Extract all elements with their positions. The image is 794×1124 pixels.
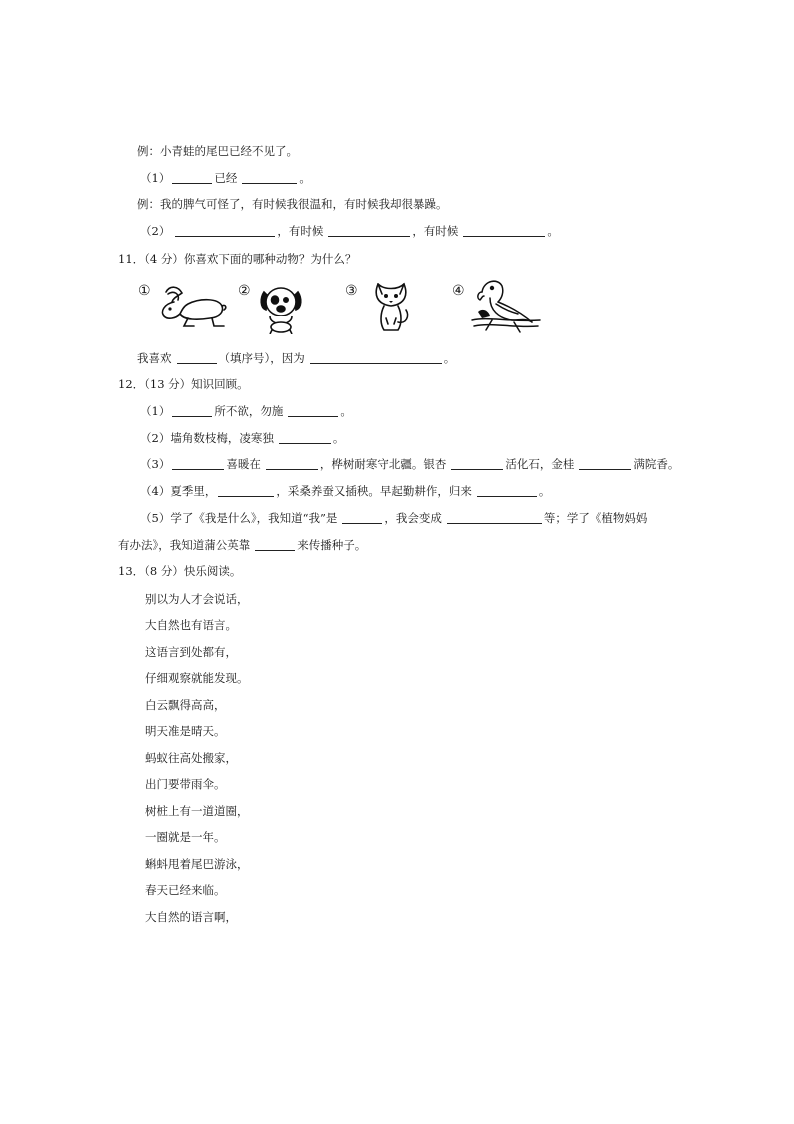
fill-line-12-1: （1） 所不欲，勿施 。 — [140, 404, 352, 418]
poem-line: 大自然也有语言。 — [145, 618, 237, 632]
blank-12-4a[interactable] — [218, 484, 274, 497]
poem-line: 一圈就是一年。 — [145, 830, 226, 844]
fill-line-12-5: （5）学了《我是什么》，我知道“我”是 ，我会变成 等；学了《植物妈妈 — [140, 511, 648, 525]
poem-line: 蚂蚁往高处搬家， — [145, 751, 237, 765]
blank-12-5a[interactable] — [342, 511, 382, 524]
poem-line: 蝌蚪甩着尾巴游泳， — [145, 857, 249, 871]
blank-12-5b[interactable] — [447, 511, 542, 524]
question-11-heading: 11．（4 分）你喜欢下面的哪种动物？为什么？ — [118, 252, 357, 266]
blank-12-3d[interactable] — [579, 457, 631, 470]
blank-11-number[interactable] — [177, 351, 217, 364]
poem-line: 别以为人才会说话， — [145, 592, 249, 606]
fill-line-10-1: （1） 已经 。 — [140, 171, 311, 185]
example-sentence-1: 例：小青蛙的尾巴已经不见了。 — [137, 144, 298, 158]
fill-line-12-4: （4）夏季里， ，采桑养蚕又插秧。早起勤耕作，归来 。 — [140, 484, 551, 498]
blank-12-3a[interactable] — [172, 457, 224, 470]
blank-12-3c[interactable] — [451, 457, 503, 470]
blank-11-reason[interactable] — [310, 351, 442, 364]
poem-line: 这语言到处都有， — [145, 645, 237, 659]
animal-number-1: ① — [138, 283, 151, 299]
example-sentence-2: 例：我的脾气可怪了，有时候我很温和，有时候我却很暴躁。 — [137, 197, 448, 211]
blank-10-2a[interactable] — [175, 224, 275, 237]
fill-line-10-2: （2） ，有时候 ，有时候 。 — [140, 224, 559, 238]
blank-12-3b[interactable] — [266, 457, 318, 470]
dog-icon — [258, 282, 304, 334]
animal-number-3: ③ — [345, 283, 358, 299]
parrot-icon — [468, 276, 544, 334]
poem-line: 明天准是晴天。 — [145, 724, 226, 738]
answer-line-11: 我喜欢 （填序号），因为 。 — [137, 351, 456, 365]
fill-line-12-3: （3） 喜暖在 ，桦树耐寒守北疆。银杏 活化石，金桂 满院香。 — [140, 457, 680, 471]
question-13-heading: 13．（8 分）快乐阅读。 — [118, 564, 242, 578]
rabbit-icon — [154, 284, 228, 334]
question-12-heading: 12．（13 分）知识回顾。 — [118, 377, 249, 391]
poem-line: 出门要带雨伞。 — [145, 777, 226, 791]
blank-12-1b[interactable] — [288, 404, 338, 417]
blank-12-4b[interactable] — [477, 484, 537, 497]
fill-line-12-6: 有办法》，我知道蒲公英靠 来传播种子。 — [118, 538, 367, 552]
poem-line: 树桩上有一道道圈， — [145, 804, 249, 818]
poem-line: 大自然的语言啊， — [145, 910, 237, 924]
blank-12-2[interactable] — [279, 431, 331, 444]
poem-line: 白云飘得高高， — [145, 698, 226, 712]
poem-line: 仔细观察就能发现。 — [145, 671, 249, 685]
animal-number-4: ④ — [452, 283, 465, 299]
blank-10-1b[interactable] — [242, 171, 297, 184]
blank-12-6[interactable] — [255, 538, 295, 551]
blank-10-2c[interactable] — [463, 224, 545, 237]
blank-12-1a[interactable] — [172, 404, 212, 417]
blank-10-1a[interactable] — [172, 171, 212, 184]
fill-line-12-2: （2）墙角数枝梅，凌寒独 。 — [140, 431, 345, 445]
animal-number-2: ② — [238, 283, 251, 299]
cat-icon — [368, 280, 414, 334]
blank-10-2b[interactable] — [328, 224, 410, 237]
poem-line: 春天已经来临。 — [145, 883, 226, 897]
